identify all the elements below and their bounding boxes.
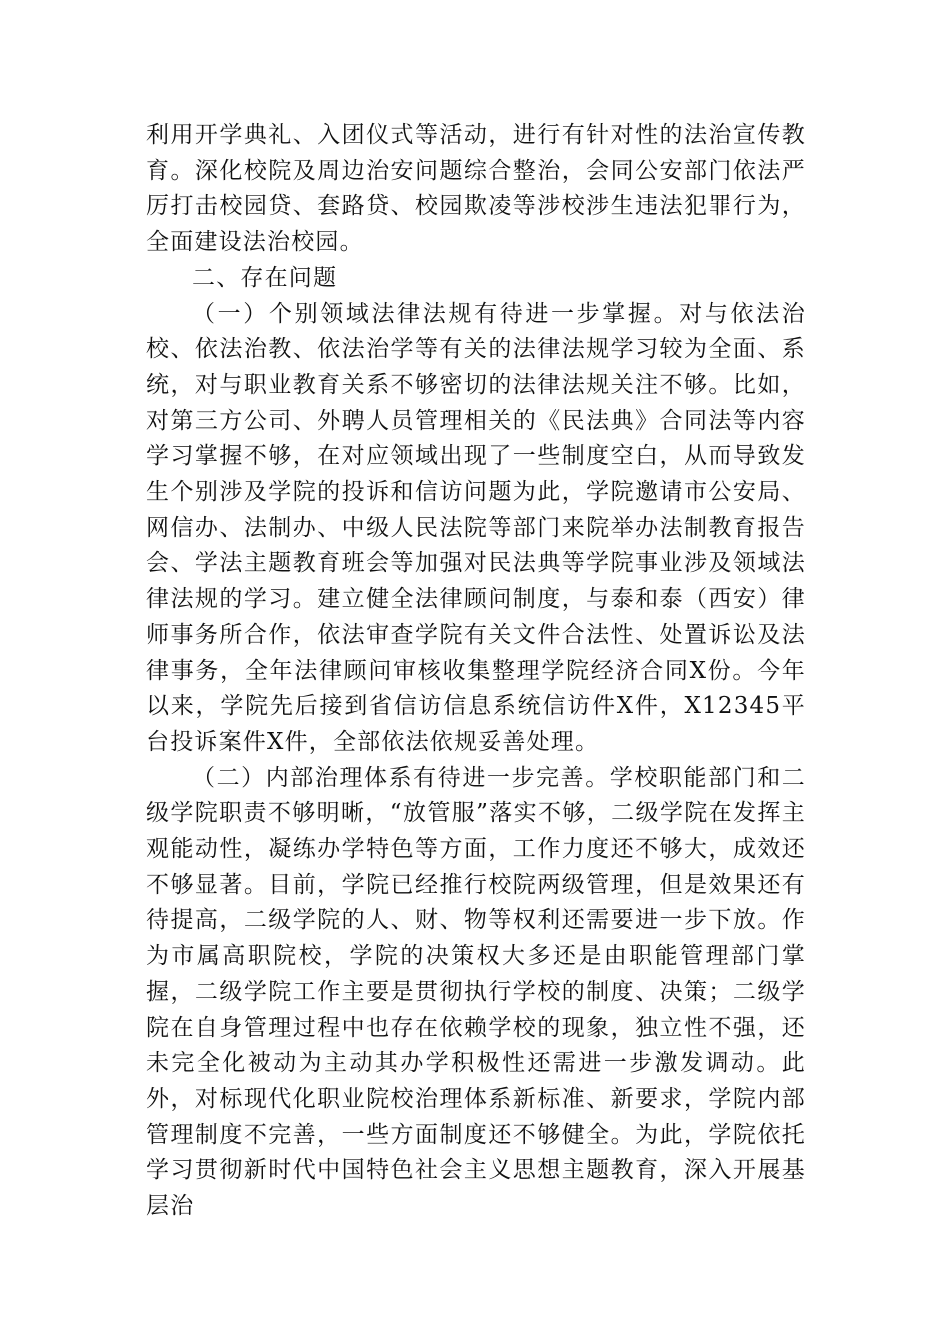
issue-2-lead: （二）内部治理体系有待进一步完善。 xyxy=(192,764,610,791)
intro-paragraph: 利用开学典礼、入团仪式等活动，进行有针对性的法治宣传教育。深化校院及周边治安问题综合整治，会同公安部门依法严厉打击校园贷、套路贷、校园欺凌等涉校涉生违法犯罪行为，全面建设法治校园。 xyxy=(146,122,806,256)
section-heading: 二、存在问题 xyxy=(192,264,338,291)
issue-paragraph-2 xyxy=(146,761,806,1225)
issue-1-body: 对与依法治校、依法治教、依法治学等有关的法律法规学习较为全面、系统，对与职业教育关系不够密切的法律法规关注不够。比如，对第三方公司、外聘人员管理相关的《民法典》合同法等内容学习掌握不够，在对应领域出现了一些制度空白，从而导致发生个别涉及学院的投诉和信访问题为此，学院邀请市公安局、网信办、法制办、中级人民法院等部门来院举办法制教育报告会、学法主题教育班会等加强对民法典等学院事业涉及领域法律法规的学习。建立健全法律顾问制度，与泰和泰（西安）律师事务所合作，依法审查学院有关文件合法性、处置诉讼及法律事务，全年法律顾问审核收集整理学院经济合同X份。今年以来，学院先后接到省信访信息系统信访件X件，X12345平台投诉案件X件，全部依法依规妥善处理。 xyxy=(146,300,806,755)
document-body xyxy=(146,118,806,1225)
issue-paragraph-1 xyxy=(146,297,806,761)
issue-1-lead: （一）个别领域法律法规有待进一步掌握。 xyxy=(192,300,680,327)
issue-2-body: 学校职能部门和二级学院职责不够明晰，“放管服”落实不够，二级学院在发挥主观能动性，凝练办学特色等方面，工作力度还不够大，成效还不够显著。目前，学院已经推行校院两级管理，但是效果还有待提高，二级学院的人、财、物等权利还需要进一步下放。作为市属高职院校，学院的决策权大多还是由职能管理部门掌握，二级学院工作主要是贯彻执行学校的制度、决策；二级学院在自身管理过程中也存在依赖学校的现象，独立性不强，还未完全化被动为主动其办学积极性还需进一步激发调动。此外，对标现代化职业院校治理体系新标准、新要求，学院内部管理制度不完善，一些方面制度还不够健全。为此，学院依托学习贯彻新时代中国特色社会主义思想主题教育，深入开展基层治 xyxy=(146,764,806,1220)
